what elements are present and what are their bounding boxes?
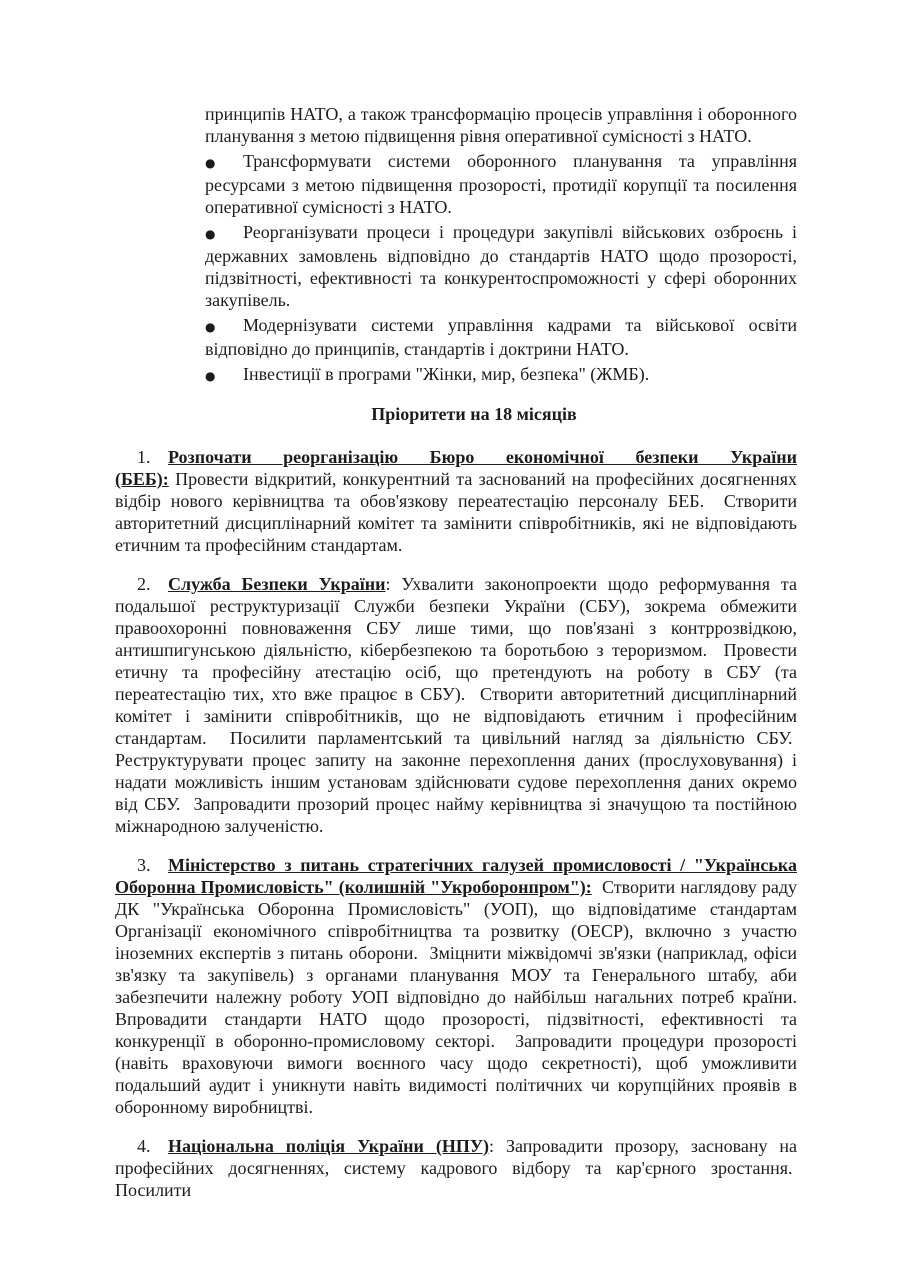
bullet-icon: ● [205, 320, 216, 334]
item-number: 1. [137, 447, 151, 467]
item-title: Національна поліція України (НПУ) [168, 1136, 490, 1156]
section-heading: Пріоритети на 18 місяців [371, 404, 577, 424]
item-number: 3. [137, 855, 151, 875]
numbered-item-1 [115, 446, 797, 556]
item-body: Провести відкритий, конкурентний та заснований на професійних досягненнях відбір нового керівництва та обов'язкову переатестацію персоналу БЕБ. Створити авторитетний дисциплінарний комітет та замінити співробітників, які не відповідають етичним та професійним стандартам. [115, 469, 797, 555]
item-title: Служба Безпеки України [168, 574, 386, 594]
item-body: Створити наглядову раду ДК "Українська Оборонна Промисловість" (УОП), що відповідатиме стандартам Організації економічного співробітництва та розвитку (ОЕСР), включно з участю іноземних експертів з питань оборони. Зміцнити міжвідомчі зв'язки (наприклад, офіси зв'язку та закупівель) з органами планування МОУ та Генерального штабу, аби забезпечити належну роботу УОП відповідно до найбільш нагальних потреб країни. Впровадити стандарти НАТО щодо прозорості, підзвітності, ефективності та конкуренції в оборонно-промисловому секторі. Запровадити процедури прозорості (навіть враховуючи вимоги воєнного часу щодо секретності), щоб уможливити подальший аудит і уникнути навіть видимості політичних чи корупційних проявів в оборонному виробництві. [115, 877, 797, 1117]
numbered-item-4 [115, 1135, 797, 1201]
item-number: 2. [137, 574, 151, 594]
bullet-item [205, 314, 797, 360]
item-body: Ухвалити законопроекти щодо реформування та подальшої реструктуризації Служби безпеки України (СБУ), зокрема обмежити правоохоронні повноваження СБУ лише тими, що пов'язані з контррозвідкою, антишпигунською діяльністю, кібербезпекою та боротьбою з тероризмом. Провести етичну та професійну атестацію осіб, що претендують на роботу в СБУ (та переатестацію тих, хто вже працює в СБУ). Створити авторитетний дисциплінарний комітет і замінити співробітників, що не відповідають етичним і професійним стандартам. Посилити парламентський та цивільний нагляд за діяльністю СБУ. Реструктурувати процес запиту на законне перехоплення даних (прослуховування) і надати можливість іншим установам здійснювати судове перехоплення даних окремо від СБУ. Запровадити прозорий процес найму керівництва зі значущою та постійною міжнародною залученістю. [115, 574, 797, 836]
bullet-text: Інвестиції в програми "Жінки, мир, безпека" (ЖМБ). [243, 364, 650, 384]
bullet-icon: ● [205, 369, 216, 383]
bullet-item [205, 363, 797, 387]
item-title: Розпочати реорганізацію Бюро економічної безпеки України (БЕБ): [115, 447, 797, 489]
document-content [115, 103, 797, 1201]
bullet-item [205, 150, 797, 218]
bullet-text: Трансформувати системи оборонного планування та управління ресурсами з метою підвищення прозорості, протидії корупції та посилення оперативної сумісності з НАТО. [205, 151, 797, 217]
item-title-suffix: : [385, 574, 391, 594]
bullet-icon: ● [205, 156, 216, 170]
item-title: Міністерство з питань стратегічних галузей промисловості / "Українська Оборонна Промисловість" (колишній "Укроборонпром"): [115, 855, 797, 897]
bullet-text: Модернізувати системи управління кадрами та військової освіти відповідно до принципів, стандартів і доктрини НАТО. [205, 315, 797, 359]
bullet-item [205, 221, 797, 311]
item-number: 4. [137, 1136, 151, 1156]
continuation-paragraph: принципів НАТО, а також трансформацію процесів управління і оборонного планування з метою підвищення рівня оперативної сумісності з НАТО. [205, 104, 797, 146]
bullet-text: Реорганізувати процеси і процедури закупівлі військових озброєнь і державних замовлень відповідно до стандартів НАТО щодо прозорості, підзвітності, ефективності та конкурентоспроможності у сфері оборонних закупівель. [205, 222, 797, 310]
item-body: Запровадити прозору, засновану на професійних досягненнях, систему кадрового відбору та кар'єрного зростання. Посилити [115, 1136, 797, 1200]
bullet-icon: ● [205, 227, 216, 241]
numbered-item-2 [115, 573, 797, 837]
item-title-suffix: : [489, 1136, 495, 1156]
numbered-item-3 [115, 854, 797, 1118]
